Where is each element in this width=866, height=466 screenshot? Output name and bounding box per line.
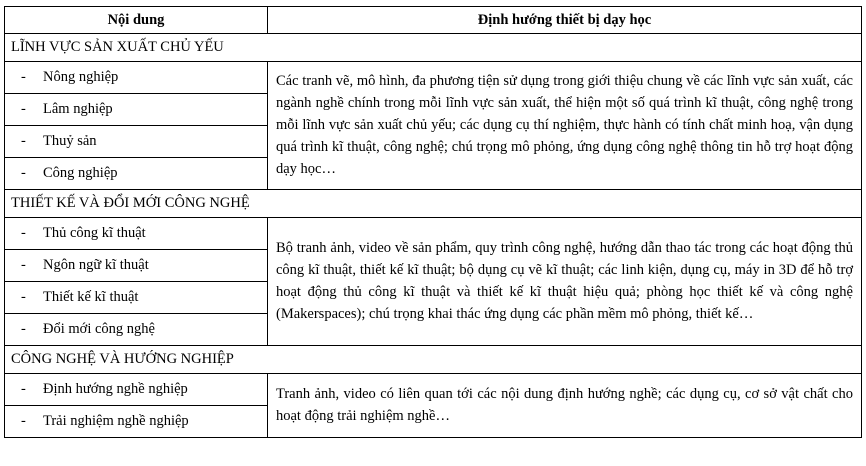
- dash-mark: -: [21, 133, 26, 149]
- item-label: Ngôn ngữ kĩ thuật: [43, 257, 149, 273]
- dash-mark: -: [21, 413, 26, 429]
- header-equipment: Định hướng thiết bị dạy học: [268, 7, 862, 34]
- section-title: THIẾT KẾ VÀ ĐỔI MỚI CÔNG NGHỆ: [5, 190, 862, 218]
- dash-mark: -: [21, 257, 26, 273]
- table-header-row: [5, 7, 862, 34]
- table-row: [5, 374, 862, 406]
- item-label: Nông nghiệp: [43, 69, 119, 85]
- section-title: LĨNH VỰC SẢN XUẤT CHỦ YẾU: [5, 34, 862, 62]
- section-row: [5, 346, 862, 374]
- dash-mark: -: [21, 289, 26, 305]
- item-label: Công nghiệp: [43, 165, 118, 181]
- dash-mark: -: [21, 321, 26, 337]
- equipment-description: Các tranh vẽ, mô hình, đa phương tiện sử dụng trong giới thiệu chung về các lĩnh vực sản xuất, các ngành nghề chính trong mỗi lĩnh vực sản xuất, thể hiện một số quá trình kĩ thuật, công nghệ trong mỗi lĩnh vực sản xuất chủ yếu; các dụng cụ thí nghiệm, thực hành có tính chất minh hoạ, vận dụng quá trình kĩ thuật, công nghệ; chú trọng mô phỏng, ứng dụng công nghệ thông tin hỗ trợ hoạt động dạy học…: [268, 62, 862, 190]
- dash-mark: -: [21, 101, 26, 117]
- list-item: [5, 62, 268, 94]
- content-table: [4, 6, 862, 438]
- table-row: [5, 62, 862, 94]
- dash-mark: -: [21, 165, 26, 181]
- section-row: [5, 34, 862, 62]
- list-item: [5, 218, 268, 250]
- equipment-description: Tranh ảnh, video có liên quan tới các nội dung định hướng nghề; các dụng cụ, cơ sở vật chất cho hoạt động trải nghiệm nghề…: [268, 374, 862, 438]
- list-item: [5, 282, 268, 314]
- table-row: [5, 218, 862, 250]
- list-item: [5, 126, 268, 158]
- list-item: [5, 314, 268, 346]
- header-content: Nội dung: [5, 7, 268, 34]
- item-label: Trải nghiệm nghề nghiệp: [43, 413, 189, 429]
- item-label: Định hướng nghề nghiệp: [43, 381, 188, 397]
- dash-mark: -: [21, 69, 26, 85]
- list-item: [5, 374, 268, 406]
- list-item: [5, 158, 268, 190]
- dash-mark: -: [21, 225, 26, 241]
- list-item: [5, 94, 268, 126]
- section-title: CÔNG NGHỆ VÀ HƯỚNG NGHIỆP: [5, 346, 862, 374]
- item-label: Đổi mới công nghệ: [43, 321, 155, 337]
- list-item: [5, 250, 268, 282]
- item-label: Thiết kế kĩ thuật: [43, 289, 139, 305]
- item-label: Thuỷ sản: [43, 133, 97, 149]
- item-label: Lâm nghiệp: [43, 101, 113, 117]
- list-item: [5, 406, 268, 438]
- section-row: [5, 190, 862, 218]
- dash-mark: -: [21, 381, 26, 397]
- equipment-description: Bộ tranh ảnh, video về sản phẩm, quy trình công nghệ, hướng dẫn thao tác trong các hoạt động thủ công kĩ thuật, thiết kế kĩ thuật; bộ dụng cụ vẽ kĩ thuật; các linh kiện, dụng cụ, máy in 3D để hỗ trợ hoạt động thủ công kĩ thuật và thiết kế kĩ thuật hiệu quả; phòng học thiết kế và công nghệ (Makerspaces); chú trọng khai thác ứng dụng các phần mềm mô phỏng, thiết kế…: [268, 218, 862, 346]
- item-label: Thủ công kĩ thuật: [43, 225, 146, 241]
